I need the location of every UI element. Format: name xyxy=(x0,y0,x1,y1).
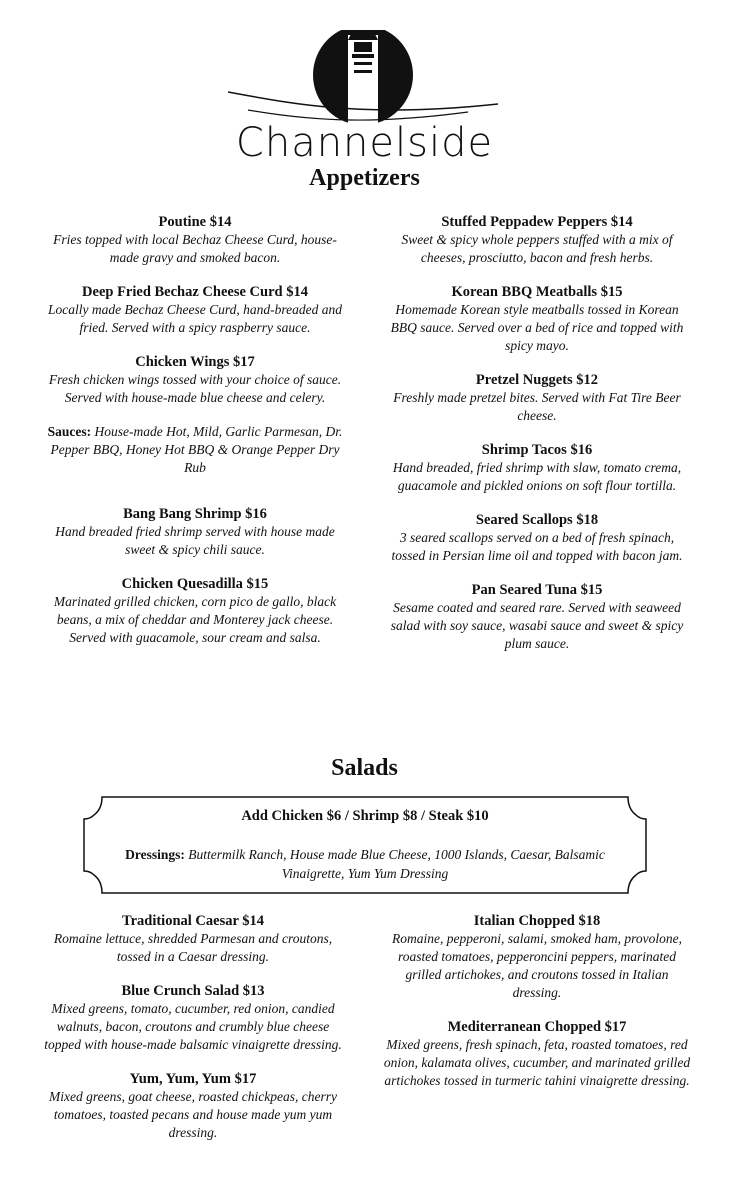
salad-addons: Add Chicken $6 / Shrimp $8 / Steak $10 xyxy=(241,808,489,824)
item-name: Traditional Caesar $14 xyxy=(121,913,265,929)
item-name: Blue Crunch Salad $13 xyxy=(121,983,265,999)
item-name: Korean BBQ Meatballs $15 xyxy=(451,284,623,300)
item-name: Pretzel Nuggets $12 xyxy=(475,372,599,388)
salads-title: Salads xyxy=(331,755,398,781)
sauces-note xyxy=(40,423,350,477)
menu-item xyxy=(40,575,350,647)
salads-left-column xyxy=(38,912,348,1158)
item-desc: Fries topped with local Bechaz Cheese Curd, house-made gravy and smoked bacon. xyxy=(53,232,337,265)
item-desc: Marinated grilled chicken, corn pico de gallo, black beans, a mix of cheddar and Monterey jack cheese. Served with guacamole, sour cream and salsa. xyxy=(53,594,337,645)
menu-item xyxy=(40,283,350,337)
menu-item xyxy=(38,912,348,966)
item-desc: Homemade Korean style meatballs tossed in Korean BBQ sauce. Served over a bed of rice and topped with spicy mayo. xyxy=(390,302,684,353)
appetizers-left-column xyxy=(40,213,350,663)
item-desc: Fresh chicken wings tossed with your choice of sauce. Served with house-made blue cheese and celery. xyxy=(48,372,342,405)
item-name: Pan Seared Tuna $15 xyxy=(471,582,603,598)
item-desc: Mixed greens, goat cheese, roasted chickpeas, cherry tomatoes, toasted pecans and house made yum yum dressing. xyxy=(48,1089,338,1140)
item-desc: Mixed greens, fresh spinach, feta, roasted tomatoes, red onion, kalamata olives, cucumber, and marinated grilled artichokes tossed in turmeric tahini vinaigrette dressing. xyxy=(383,1037,691,1088)
salads-right-column xyxy=(382,912,692,1106)
salad-dressings xyxy=(95,845,635,883)
menu-item xyxy=(382,1018,692,1090)
menu-item xyxy=(382,213,692,267)
menu-item xyxy=(382,441,692,495)
menu-item xyxy=(40,505,350,559)
item-name: Mediterranean Chopped $17 xyxy=(447,1019,627,1035)
brand-name: Channelside xyxy=(235,120,494,166)
item-name: Chicken Quesadilla $15 xyxy=(121,576,269,592)
menu-item xyxy=(40,213,350,267)
item-name: Seared Scallops $18 xyxy=(475,512,599,528)
item-desc: Romaine lettuce, shredded Parmesan and croutons, tossed in a Caesar dressing. xyxy=(53,931,333,964)
item-desc: Romaine, pepperoni, salami, smoked ham, provolone, roasted tomatoes, pepperoncini peppers, marinated grilled artichokes, and croutons tossed in Italian dressing. xyxy=(392,931,682,1000)
item-name: Yum, Yum, Yum $17 xyxy=(129,1071,257,1087)
menu-item xyxy=(382,371,692,425)
menu-item xyxy=(40,353,350,407)
menu-item xyxy=(382,912,692,1002)
item-name: Italian Chopped $18 xyxy=(473,913,601,929)
appetizers-right-column xyxy=(382,213,692,669)
item-name: Bang Bang Shrimp $16 xyxy=(123,506,267,522)
item-desc: Sweet & spicy whole peppers stuffed with a mix of cheeses, prosciutto, bacon and fresh herbs. xyxy=(401,232,673,265)
menu-item xyxy=(382,581,692,653)
appetizers-title: Appetizers xyxy=(309,165,420,191)
menu-item xyxy=(38,1070,348,1142)
menu-item xyxy=(382,283,692,355)
sauces-label: Sauces: xyxy=(47,424,92,439)
logo xyxy=(0,20,729,166)
dressings-text: Buttermilk Ranch, House made Blue Cheese, 1000 Islands, Caesar, Balsamic Vinaigrette, Yum Yum Dressing xyxy=(188,847,605,881)
item-desc: Hand breaded fried shrimp served with house made sweet & spicy chili sauce. xyxy=(55,524,335,557)
item-desc: Sesame coated and seared rare. Served with seaweed salad with soy sauce, wasabi sauce and sweet & spicy plum sauce. xyxy=(390,600,684,651)
item-name: Poutine $14 xyxy=(158,214,232,230)
menu-item xyxy=(382,511,692,565)
menu-item xyxy=(38,982,348,1054)
item-desc: Freshly made pretzel bites. Served with Fat Tire Beer cheese. xyxy=(393,390,681,423)
sauces-text: House-made Hot, Mild, Garlic Parmesan, Dr. Pepper BBQ, Honey Hot BBQ & Orange Pepper Dry Rub xyxy=(50,424,343,475)
item-desc: 3 seared scallops served on a bed of fresh spinach, tossed in Persian lime oil and topped with bacon jam. xyxy=(391,530,683,563)
item-name: Chicken Wings $17 xyxy=(135,354,255,370)
item-name: Deep Fried Bechaz Cheese Curd $14 xyxy=(82,284,308,300)
item-desc: Mixed greens, tomato, cucumber, red onion, candied walnuts, bacon, croutons and crumbly blue cheese topped with house-made balsamic vinaigrette dressing. xyxy=(44,1001,342,1052)
item-name: Stuffed Peppadew Peppers $14 xyxy=(441,214,633,230)
item-name: Shrimp Tacos $16 xyxy=(481,442,593,458)
dressings-label: Dressings: xyxy=(125,847,185,862)
item-desc: Locally made Bechaz Cheese Curd, hand-breaded and fried. Served with a spicy raspberry sauce. xyxy=(47,302,343,335)
item-desc: Hand breaded, fried shrimp with slaw, tomato crema, guacamole and pickled onions on soft flour tortilla. xyxy=(392,460,682,493)
